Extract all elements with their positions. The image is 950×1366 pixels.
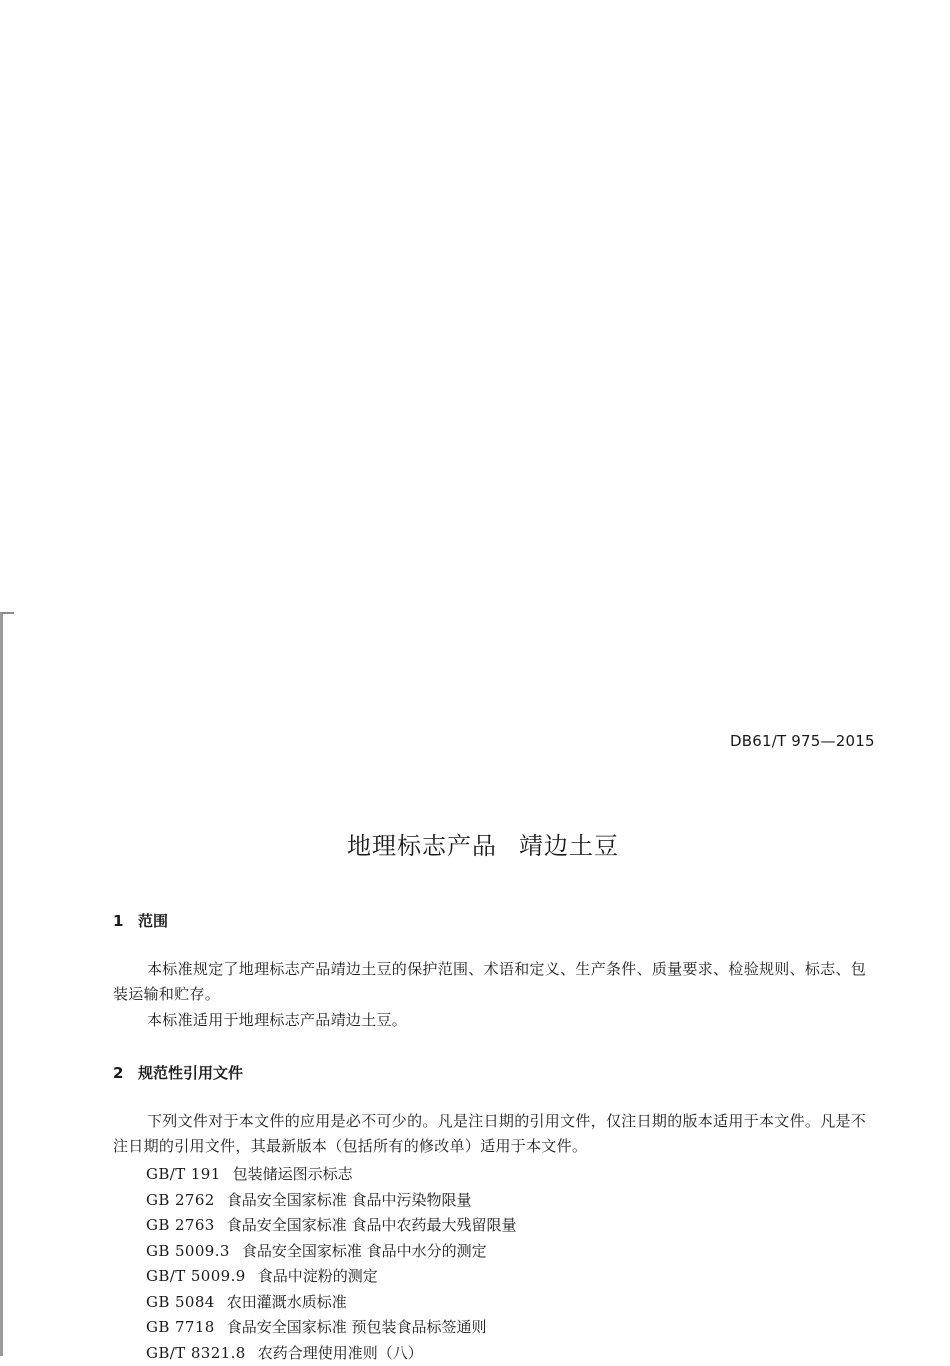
- scope-paragraph-2: 本标准适用于地理标志产品靖边土豆。: [113, 1008, 873, 1033]
- reference-code: GB/T 8321.8: [146, 1344, 246, 1362]
- reference-title: 食品中淀粉的测定: [258, 1267, 378, 1285]
- reference-code: GB 2763: [146, 1216, 215, 1234]
- standard-code: DB61/T 975—2015: [730, 732, 875, 750]
- reference-code: GB 5084: [146, 1293, 215, 1311]
- reference-title: 食品安全国家标准 食品中污染物限量: [227, 1191, 472, 1209]
- references-intro: 下列文件对于本文件的应用是必不可少的。凡是注日期的引用文件，仅注日期的版本适用于本文件。凡是不注日期的引用文件，其最新版本（包括所有的修改单）适用于本文件。: [113, 1109, 873, 1159]
- reference-item: [146, 1213, 517, 1239]
- section-1-number: 1: [113, 912, 138, 930]
- reference-title: 食品安全国家标准 食品中水分的测定: [242, 1242, 487, 1260]
- reference-item: [146, 1341, 517, 1366]
- reference-title: 包装储运图示标志: [233, 1165, 353, 1183]
- section-2-number: 2: [113, 1064, 138, 1082]
- reference-item: [146, 1188, 517, 1214]
- reference-item: [146, 1162, 517, 1188]
- section-1-heading: [113, 910, 168, 931]
- reference-title: 农药合理使用准则（八）: [258, 1344, 423, 1362]
- reference-title: 食品安全国家标准 食品中农药最大残留限量: [227, 1216, 517, 1234]
- scope-paragraph-1: 本标准规定了地理标志产品靖边土豆的保护范围、术语和定义、生产条件、质量要求、检验规则、标志、包装运输和贮存。: [113, 957, 873, 1007]
- reference-code: GB/T 191: [146, 1165, 221, 1183]
- scan-edge-mark: [0, 612, 14, 1356]
- reference-code: GB 2762: [146, 1191, 215, 1209]
- reference-code: GB/T 5009.9: [146, 1267, 246, 1285]
- reference-item: [146, 1315, 517, 1341]
- title-part-2: 靖边土豆: [519, 832, 619, 860]
- section-1-title: 范围: [138, 912, 168, 930]
- reference-item: [146, 1239, 517, 1265]
- reference-item: [146, 1264, 517, 1290]
- reference-item: [146, 1290, 517, 1316]
- reference-title: 农田灌溉水质标准: [227, 1293, 347, 1311]
- section-2-title: 规范性引用文件: [138, 1064, 243, 1082]
- document-title: [347, 826, 619, 861]
- reference-list: [146, 1162, 517, 1366]
- reference-code: GB 7718: [146, 1318, 215, 1336]
- title-part-1: 地理标志产品: [347, 832, 497, 860]
- reference-title: 食品安全国家标准 预包装食品标签通则: [227, 1318, 487, 1336]
- reference-code: GB 5009.3: [146, 1242, 230, 1260]
- section-2-heading: [113, 1062, 243, 1083]
